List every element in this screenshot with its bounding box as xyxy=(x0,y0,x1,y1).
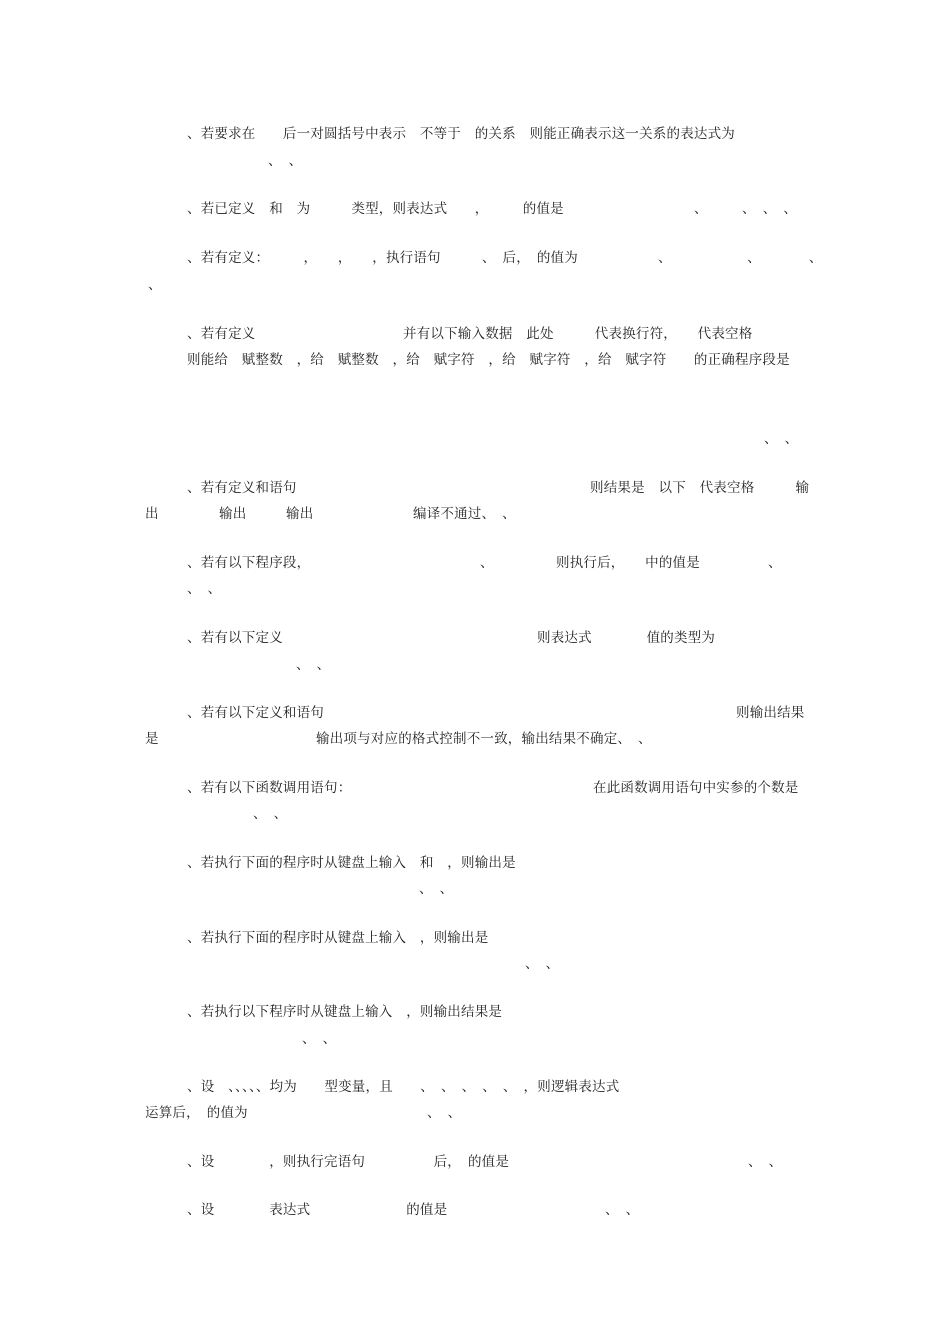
question-5-line: 、若有定义和语句 xyxy=(187,480,297,496)
question-7-stem: 则表达式 值的类型为 xyxy=(537,630,716,646)
question-9-line: 、若有以下函数调用语句： xyxy=(187,780,352,796)
question-13-wrap: 运算后， 的值为 xyxy=(145,1105,248,1121)
question-8-result: 则输出结果 xyxy=(736,705,805,721)
question-9-options: 、 、 xyxy=(253,806,288,822)
question-3-line: 、若有定义： ， ， ，执行语句 、 后， 的值为 xyxy=(187,250,578,266)
question-15-options: 、 、 xyxy=(605,1202,640,1218)
question-4-options: 、 、 xyxy=(764,431,799,447)
question-2-options: 、 、 、 、 xyxy=(694,201,798,217)
question-4-line-2: 则能给 赋整数 ，给 赋整数 ，给 赋字符 ，给 赋字符 ，给 赋字符 的正确程序段是 xyxy=(187,352,790,368)
question-6-mark: 、 xyxy=(480,555,494,571)
question-4-line: 、若有定义 xyxy=(187,326,256,342)
question-6-options-b: 、 、 xyxy=(187,581,222,597)
question-5-option-b: 输出 xyxy=(219,506,247,522)
question-8-line: 、若有以下定义和语句 xyxy=(187,705,324,721)
question-3-options: 、 、 、 xyxy=(658,250,823,266)
question-14-line: 、设 ，则执行完语句 后， 的值是 xyxy=(187,1154,510,1170)
question-6-line: 、若有以下程序段， xyxy=(187,555,311,571)
question-6-stem: 则执行后， 中的值是 xyxy=(556,555,700,571)
question-10-options: 、 、 xyxy=(419,881,454,897)
question-6-options-a: 、 xyxy=(768,555,782,571)
question-7-options: 、 、 xyxy=(296,657,331,673)
question-4-input-note: 并有以下输入数据 此处 代表换行符， 代表空格 xyxy=(403,326,753,342)
question-2-line: 、若已定义 和 为 类型，则表达式 ， 的值是 xyxy=(187,201,564,217)
question-11-options: 、 、 xyxy=(525,956,560,972)
question-8-wrap: 是 xyxy=(145,731,159,747)
question-7-line: 、若有以下定义 xyxy=(187,630,283,646)
question-15-line: 、设 表达式 的值是 xyxy=(187,1202,448,1218)
question-10-line: 、若执行下面的程序时从键盘上输入 和 ，则输出是 xyxy=(187,855,516,871)
question-5-result: 则结果是 以下 代表空格 输 xyxy=(590,480,810,496)
question-1-line: 、若要求在 后一对圆括号中表示 不等于 的关系 则能正确表示这一关系的表达式为 xyxy=(187,126,735,142)
question-14-options: 、 、 xyxy=(748,1154,783,1170)
question-12-line: 、若执行以下程序时从键盘上输入 ，则输出结果是 xyxy=(187,1004,503,1020)
question-1-options: 、 、 xyxy=(268,153,303,169)
question-5-option-c: 输出 xyxy=(286,506,314,522)
question-3-options-wrap: 、 xyxy=(148,277,162,293)
question-5-option-d: 编译不通过、 、 xyxy=(413,506,516,522)
question-8-option: 输出项与对应的格式控制不一致，输出结果不确定、 、 xyxy=(316,731,652,747)
question-9-stem: 在此函数调用语句中实参的个数是 xyxy=(593,780,799,796)
question-13-line: 、设 、、、、、均为 型变量，且 、 、 、 、 、 ，则逻辑表达式 xyxy=(187,1079,620,1095)
question-12-options: 、 、 xyxy=(302,1031,337,1047)
question-11-line: 、若执行下面的程序时从键盘上输入 ，则输出是 xyxy=(187,930,489,946)
question-5-option-a: 出 xyxy=(145,506,159,522)
question-13-options: 、 、 xyxy=(427,1105,462,1121)
